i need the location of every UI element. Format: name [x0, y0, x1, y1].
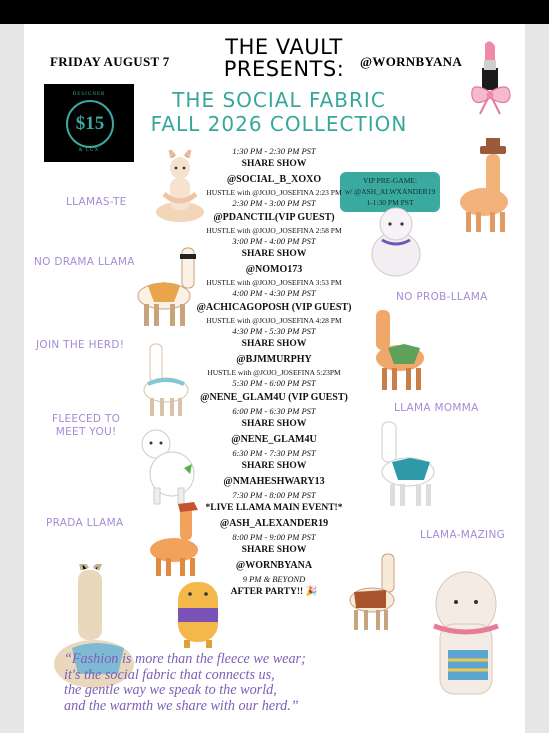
- event-date: FRIDAY AUGUST 7: [50, 54, 170, 69]
- purple-llama-icon: [170, 578, 226, 650]
- right-margin: [525, 24, 549, 733]
- schedule-share-row: SHARE SHOW: [241, 339, 307, 349]
- schedule-share-row: SHARE SHOW: [241, 249, 307, 259]
- poster-title: THE VAULT PRESENTS:: [223, 35, 345, 81]
- schedule-time-row: 2:30 PM - 3:00 PM PST: [232, 198, 316, 208]
- schedule-hustle-row: HUSTLE with @JOJO_JOSEFINA 3:53 PM: [206, 278, 342, 287]
- schedule-event-row: AFTER PARTY!! 🎉: [230, 587, 318, 597]
- schedule-time-row: 4:30 PM - 5:30 PM PST: [232, 326, 316, 336]
- prada-llama-icon: [144, 500, 214, 580]
- label-llama-momma: LLAMA MOMMA: [394, 402, 479, 414]
- schedule-hustle-row: HUSTLE with @JOJO_JOSEFINA 5:23PM: [207, 368, 341, 377]
- schedule-user-row: @SOCIAL_B_XOXO: [226, 174, 322, 185]
- schedule-hustle-row: HUSTLE with @JOJO_JOSEFINA 4:28 PM: [206, 316, 342, 325]
- vip-pregame-badge: VIP PRE-GAME: w/ @ASH_ALWXANDER19 1-1:30 PM PST: [340, 172, 440, 212]
- schedule-share-row: SHARE SHOW: [241, 545, 307, 555]
- pillow-llama-icon: [368, 204, 424, 282]
- schedule-user-row: @NOMO173: [245, 264, 303, 275]
- schedule-user-row: @WORNBYANA: [235, 560, 313, 571]
- schedule-time-row: 6:00 PM - 6:30 PM PST: [232, 406, 316, 416]
- host-handle: @WORNBYANA: [360, 54, 463, 69]
- event-poster: [24, 24, 525, 733]
- sunglasses-llama-icon: [134, 242, 204, 332]
- schedule-hustle-row: HUSTLE with @JOJO_JOSEFINA 2:23 PM: [206, 188, 342, 197]
- yoga-llama-icon: [150, 150, 210, 230]
- label-no-prob-llama: NO PROB-LLAMA: [396, 291, 488, 303]
- label-join-the-herd: JOIN THE HERD!: [36, 339, 125, 351]
- schedule-user-row: @PDANCTIL(VIP GUEST): [213, 212, 335, 223]
- label-llama-mazing: LLAMA-MAZING: [420, 529, 506, 541]
- top-bar: [0, 0, 549, 24]
- schedule-share-row: SHARE SHOW: [241, 419, 307, 429]
- no-prob-llama-icon: [368, 304, 428, 394]
- designer-lux-logo: DESIGNER $15 & LUX: [44, 84, 134, 162]
- schedule-user-row: @NENE_GLAM4U (VIP GUEST): [200, 392, 348, 403]
- herd-llama-icon: [136, 340, 196, 420]
- label-prada-llama: PRADA LLAMA: [46, 517, 124, 529]
- schedule-user-row: @NMAHESHWARY13: [223, 476, 325, 487]
- schedule-hustle-row: HUSTLE with @JOJO_JOSEFINA 2:58 PM: [206, 226, 342, 235]
- bow-icon: [472, 87, 510, 114]
- schedule-time-row: 6:30 PM - 7:30 PM PST: [232, 448, 316, 458]
- schedule-user-row: @ASH_ALEXANDER19: [219, 518, 329, 529]
- schedule-time-row: 4:00 PM - 4:30 PM PST: [232, 288, 316, 298]
- label-llamas-te: LLAMAS-TE: [66, 196, 127, 208]
- schedule-user-row: @ACHICAGOPOSH (VIP GUEST): [196, 302, 352, 313]
- lipstick-icon: [464, 38, 524, 118]
- left-margin: [0, 24, 24, 733]
- schedule-share-row: SHARE SHOW: [241, 461, 307, 471]
- schedule-time-row: 5:30 PM - 6:00 PM PST: [232, 378, 316, 388]
- schedule-share-row: SHARE SHOW: [241, 159, 307, 169]
- schedule-time-row: 7:30 PM - 8:00 PM PST: [232, 490, 316, 500]
- closing-quote: “Fashion is more than the fleece we wear; it's the social fabric that connects us, the gentle way we speak to the world, and the warmth we share with our herd.”: [64, 651, 306, 714]
- schedule-time-row: 1:30 PM - 2:30 PM PST: [232, 146, 316, 156]
- label-no-drama-llama: NO DRAMA LLAMA: [34, 256, 135, 268]
- blanket-llama-icon: [346, 552, 402, 634]
- schedule-time-row: 9 PM & BEYOND: [242, 574, 306, 584]
- schedule-time-row: 3:00 PM - 4:00 PM PST: [232, 236, 316, 246]
- schedule-time-row: 8:00 PM - 9:00 PM PST: [232, 532, 316, 542]
- schedule-user-row: @BJMMURPHY: [236, 354, 312, 365]
- schedule-event-row: *LIVE LLAMA MAIN EVENT!*: [205, 503, 343, 513]
- hat-llama-icon: [456, 136, 525, 236]
- momma-llama-icon: [374, 418, 440, 510]
- event-title: THE SOCIAL FABRIC FALL 2026 COLLECTION: [150, 88, 408, 136]
- fluffy-llama-icon: [134, 428, 204, 508]
- label-fleeced-to-meet-you: FLEECED TO MEET YOU!: [52, 413, 121, 438]
- schedule-user-row: @NENE_GLAM4U: [231, 434, 317, 445]
